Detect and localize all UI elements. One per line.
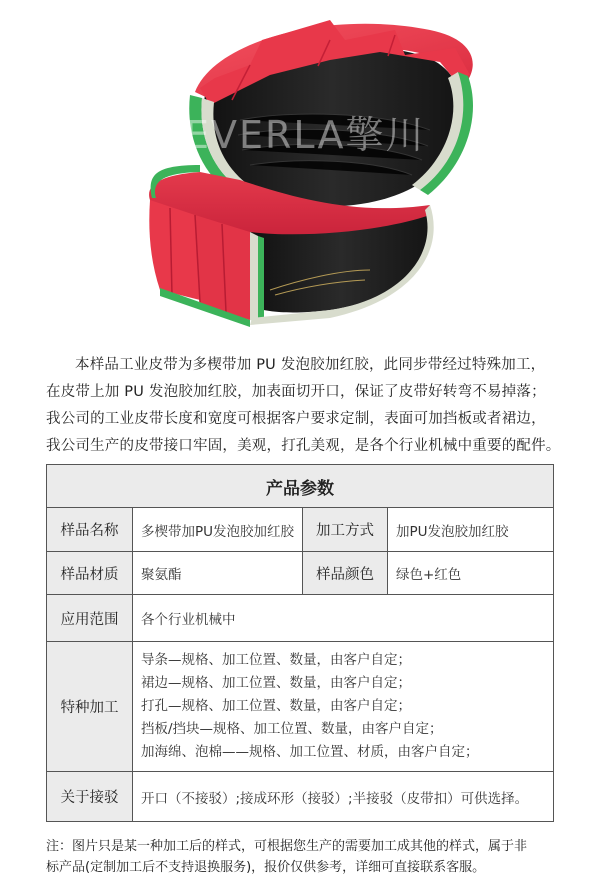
list-item: 打孔—规格、加工位置、数量，由客户自定；: [141, 698, 411, 714]
special-label: 特种加工: [47, 642, 133, 771]
material-label: 样品材质: [47, 552, 133, 594]
description-line: 我公司的工业皮带长度和宽度可根据客户要求定制，表面可加挡板或者裙边，: [46, 411, 546, 427]
material-value: 聚氨酯: [133, 552, 303, 594]
list-item: 加海绵、泡棉——规格、加工位置、材质，由客户自定；: [141, 744, 479, 760]
conveyor-belt-image: [0, 0, 600, 345]
table-row: [47, 551, 553, 594]
list-item: 导条—规格、加工位置、数量，由客户自定；: [141, 652, 411, 668]
table-row: [47, 594, 553, 641]
note-line: 注：图片只是某一种加工后的样式，可根据您生产的需要加工成其他的样式，属于非: [46, 839, 528, 854]
sample-name-label: 样品名称: [47, 508, 133, 551]
process-label: 加工方式: [303, 508, 388, 551]
product-photo: [0, 0, 600, 345]
process-value: 加PU发泡胶加红胶: [396, 523, 509, 540]
joint-label: 关于接驳: [47, 772, 133, 821]
table-row: [47, 771, 553, 821]
note-line: 标产品(定制加工后不支持退换服务)，报价仅供参考，详细可直接联系客服。: [46, 860, 486, 875]
watermark-logo: EVERLA擎川: [185, 113, 426, 157]
list-item: 挡板/挡块—规格、加工位置、数量，由客户自定；: [141, 721, 443, 737]
color-value: 绿色+红色: [396, 567, 462, 583]
scope-value: 各个行业机械中: [141, 612, 236, 628]
description-line: 本样品工业皮带为多楔带加 PU 发泡胶加红胶，此同步带经过特殊加工，: [75, 357, 546, 373]
product-parameters-table: [46, 464, 554, 822]
table-title: 产品参数: [47, 465, 553, 507]
scope-label: 应用范围: [47, 595, 133, 641]
special-processing-list: [133, 642, 553, 771]
table-row: [47, 507, 553, 551]
sample-name-value: 多楔带加PU发泡胶加红胶: [133, 508, 303, 551]
joint-value: 开口（不接驳）;接成环形（接驳）;半接驳（皮带扣）可供选择。: [141, 790, 529, 807]
description-line: 我公司生产的皮带接口牢固，美观，打孔美观，是各个行业机械中重要的配件。: [46, 438, 561, 454]
product-description: [46, 352, 566, 460]
disclaimer-note: [46, 836, 561, 878]
list-item: 裙边—规格、加工位置、数量，由客户自定；: [141, 675, 411, 691]
color-label: 样品颜色: [303, 552, 388, 594]
description-line: 在皮带上加 PU 发泡胶加红胶，加表面切开口，保证了皮带好转弯不易掉落；: [46, 384, 546, 400]
table-row: [47, 641, 553, 771]
